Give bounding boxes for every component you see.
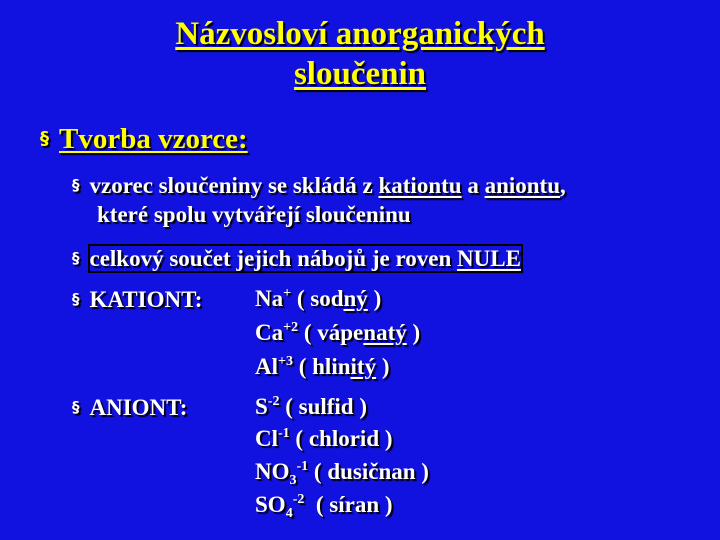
anion-sulfide [255, 392, 367, 422]
ion-name-suffix: natý [363, 320, 407, 345]
cation-sodium [255, 284, 381, 314]
bullet-aniont [72, 392, 187, 423]
ion-symbol: Cl [255, 426, 278, 451]
ion-name: ) [367, 286, 382, 311]
nule-term: NULE [457, 246, 521, 271]
bullet-icon: § [72, 176, 80, 194]
bullet-text: a [461, 173, 485, 198]
bullet-text: , [560, 173, 566, 198]
section-heading [40, 122, 248, 156]
bullet-icon: § [72, 290, 80, 308]
ion-charge: + [283, 286, 292, 301]
ion-name: ( chlorid ) [289, 426, 393, 451]
ion-name: ( hlin [292, 354, 351, 379]
ion-charge: -1 [296, 459, 309, 474]
ion-name: ( vápe [298, 320, 364, 345]
section-bullet-icon: § [40, 128, 49, 149]
ion-charge: -2 [267, 394, 280, 409]
ion-charge: -2 [292, 492, 305, 507]
ion-symbol: NO [255, 459, 290, 484]
bullet-icon: § [72, 398, 80, 416]
section-heading-text: Tvorba vzorce: [59, 123, 248, 155]
ion-subscript: 3 [289, 473, 297, 488]
bullet-charge-sum [72, 243, 521, 274]
bullet-compound-composition [72, 170, 566, 201]
ion-symbol: Ca [255, 320, 284, 345]
ion-name: ( síran ) [304, 492, 393, 517]
anion-sulfate [255, 490, 393, 520]
ion-name: ( dusičnan ) [308, 459, 429, 484]
bullet-icon: § [72, 249, 80, 267]
ion-symbol: Na [255, 286, 284, 311]
charge-sum-statement [90, 246, 521, 271]
slide-title-line-2: sloučenin [293, 56, 427, 92]
ion-subscript: 4 [285, 506, 293, 521]
bullet-text: celkový součet jejich nábojů je roven [89, 246, 458, 271]
ion-charge: +2 [283, 320, 299, 335]
bullet-text: vzorec sloučeniny se skládá z [89, 173, 379, 198]
aniont-label: ANIONT: [89, 395, 188, 420]
ion-name: ) [406, 320, 421, 345]
slide-title-line-1: Názvosloví anorganických [175, 16, 545, 52]
ion-charge: -1 [278, 426, 290, 441]
cation-aluminium [255, 352, 390, 382]
ion-symbol: SO [255, 492, 286, 517]
cation-calcium [255, 318, 420, 348]
ion-name: ) [376, 354, 390, 379]
ion-name-suffix: ný [343, 286, 368, 311]
ion-name-suffix: itý [350, 354, 377, 379]
anion-nitrate [255, 457, 429, 487]
anion-term: aniontu [484, 173, 561, 198]
ion-symbol: S [255, 394, 268, 419]
kationt-label: KATIONT: [89, 287, 203, 312]
ion-symbol: Al [255, 354, 278, 379]
bullet-continuation: které spolu vytvářejí sloučeninu [97, 202, 411, 227]
anion-chloride [255, 424, 393, 454]
bullet-kationt [72, 284, 202, 315]
ion-name: ( sod [291, 286, 344, 311]
ion-charge: +3 [278, 354, 293, 369]
ion-name: ( sulfid ) [279, 394, 368, 419]
kation-term: kationtu [378, 173, 462, 198]
slide-title [0, 14, 720, 94]
